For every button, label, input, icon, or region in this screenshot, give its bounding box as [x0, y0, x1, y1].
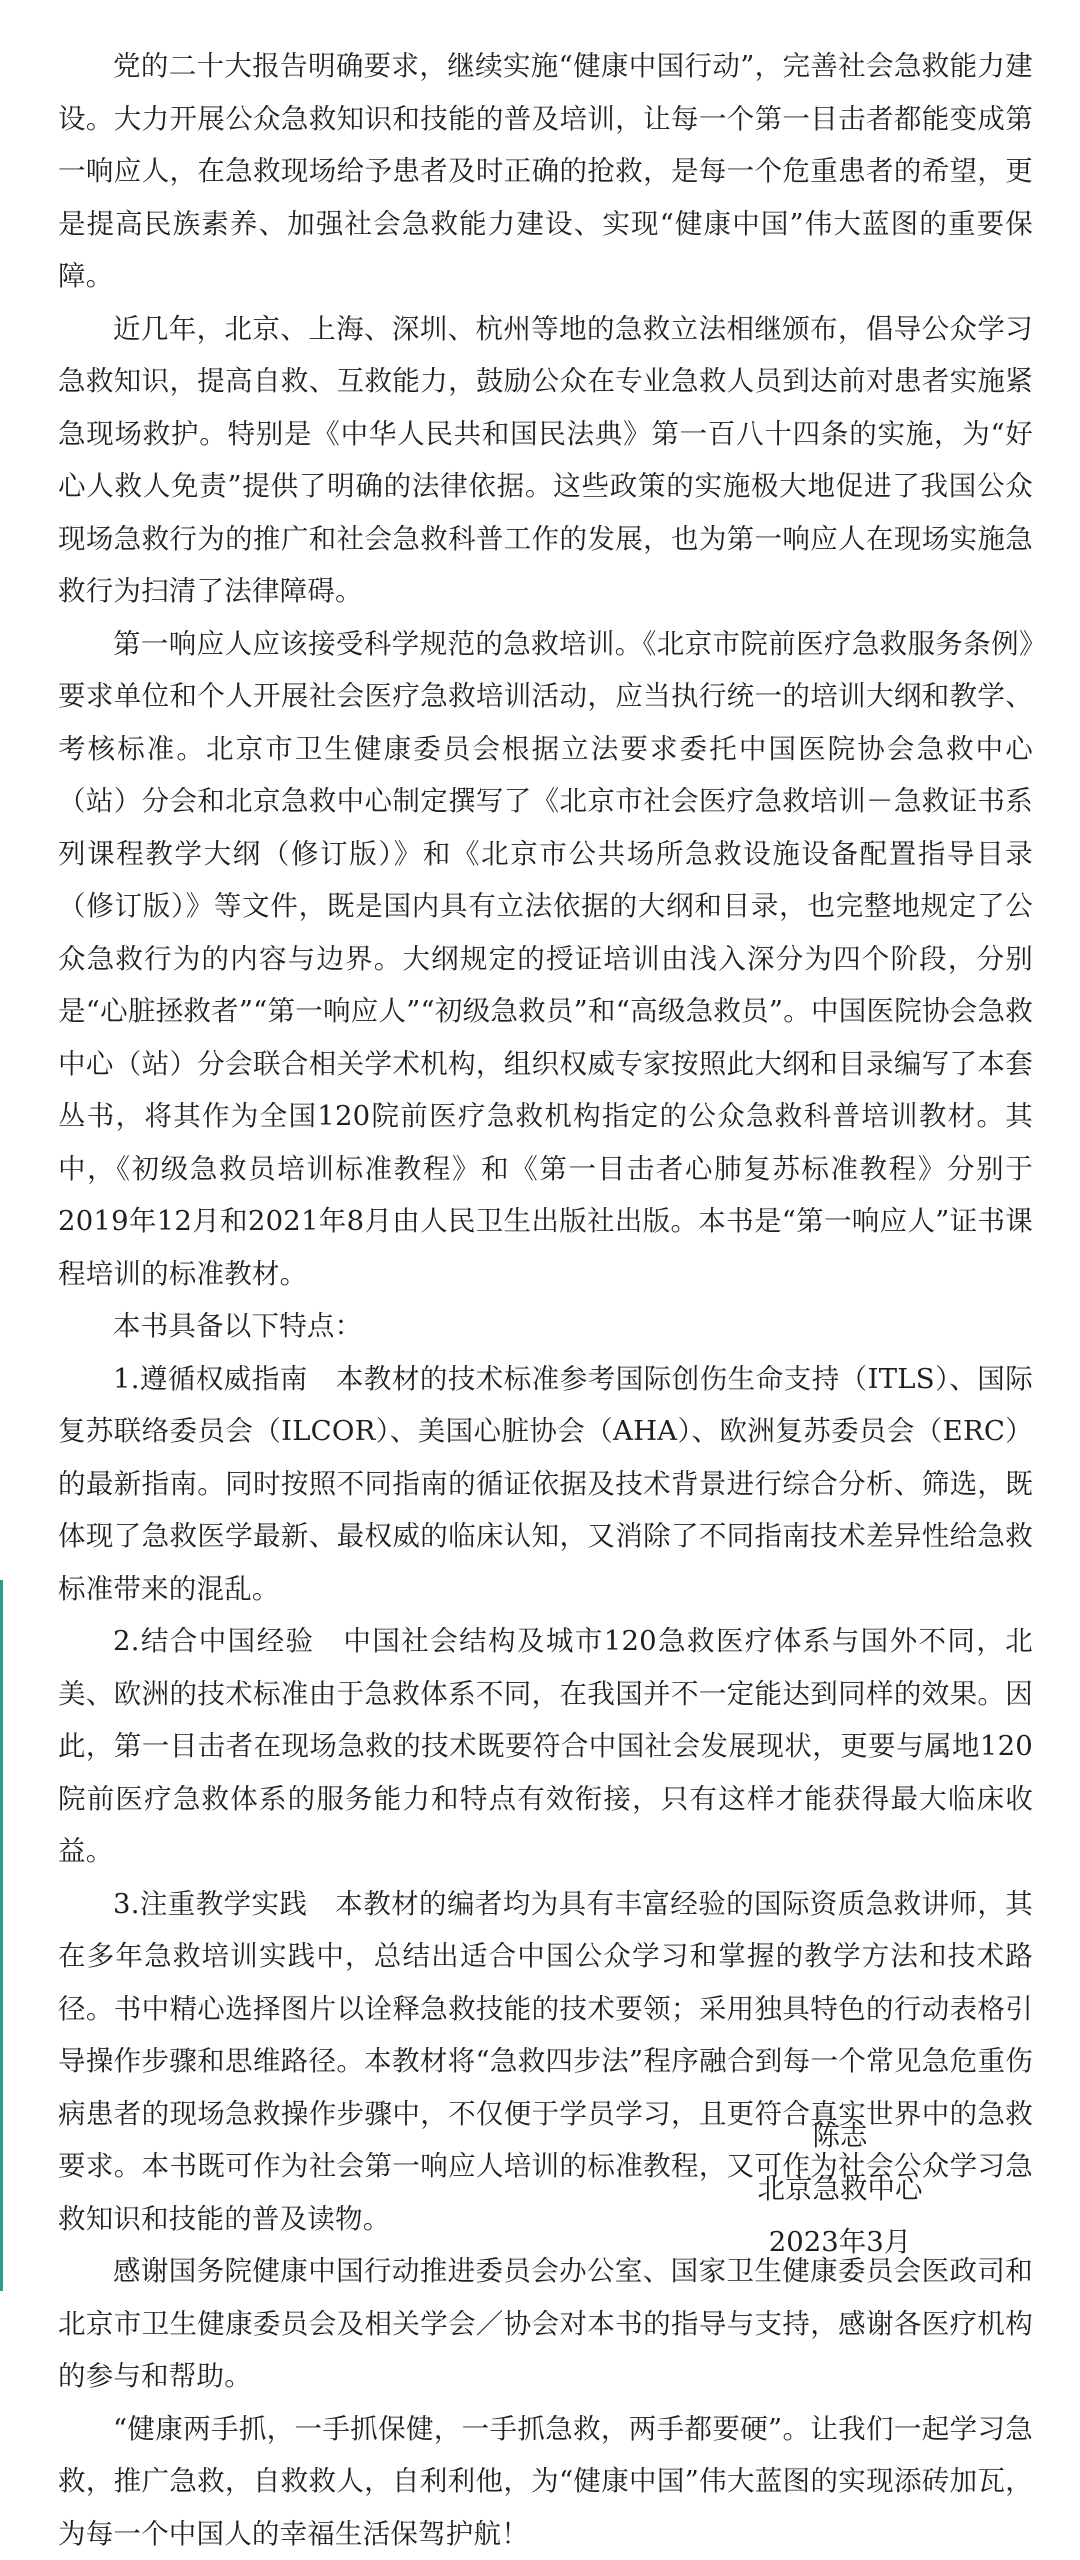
paragraph-feature-1: 1.遵循权威指南 本教材的技术标准参考国际创伤生命支持（ITLS）、国际复苏联络委员会（ILCOR）、美国心脏协会（AHA）、欧洲复苏委员会（ERC）的最新指南。同时按照不同指南的循证依据及技术背景进行综合分析、筛选，既体现了急救医学最新、最权威的临床认知，又消除了不同指南技术差异性给急救标准带来的混乱。 — [58, 1353, 1033, 1616]
paragraph-features-heading: 本书具备以下特点： — [58, 1300, 1033, 1353]
signature-date: 2023年3月 — [690, 2216, 990, 2269]
paragraph-feature-2: 2.结合中国经验 中国社会结构及城市120急救医疗体系与国外不同，北美、欧洲的技术标准由于急救体系不同，在我国并不一定能达到同样的效果。因此，第一目击者在现场急救的技术既要符合中国社会发展现状，更要与属地120院前医疗急救体系的服务能力和特点有效衔接，只有这样才能获得最大临床收益。 — [58, 1615, 1033, 1878]
signature-author: 陈志 — [690, 2110, 990, 2163]
signature-organization: 北京急救中心 — [690, 2163, 990, 2216]
paragraph-closing: “健康两手抓，一手抓保健，一手抓急救，两手都要硬”。让我们一起学习急救，推广急救，自救救人，自利利他，为“健康中国”伟大蓝图的实现添砖加瓦，为每一个中国人的幸福生活保驾护航！ — [58, 2403, 1033, 2560]
paragraph-intro: 党的二十大报告明确要求，继续实施“健康中国行动”，完善社会急救能力建设。大力开展公众急救知识和技能的普及培训，让每一个第一目击者都能变成第一响应人，在急救现场给予患者及时正确的抢救，是每一个危重患者的希望，更是提高民族素养、加强社会急救能力建设、实现“健康中国”伟大蓝图的重要保障。 — [58, 40, 1033, 303]
paragraph-feature-3: 3.注重教学实践 本教材的编者均为具有丰富经验的国际资质急救讲师，其在多年急救培训实践中，总结出适合中国公众学习和掌握的教学方法和技术路径。书中精心选择图片以诠释急救技能的技术要领；采用独具特色的行动表格引导操作步骤和思维路径。本教材将“急救四步法”程序融合到每一个常见急危重伤病患者的现场急救操作步骤中，不仅便于学员学习，且更符合真实世界中的急救要求。本书既可作为社会第一响应人培训的标准教程，又可作为社会公众学习急救知识和技能的普及读物。 — [58, 1878, 1033, 2246]
paragraph-legislation: 近几年，北京、上海、深圳、杭州等地的急救立法相继颁布，倡导公众学习急救知识，提高自救、互救能力，鼓励公众在专业急救人员到达前对患者实施紧急现场救护。特别是《中华人民共和国民法典》第一百八十四条的实施，为“好心人救人免责”提供了明确的法律依据。这些政策的实施极大地促进了我国公众现场急救行为的推广和社会急救科普工作的发展，也为第一响应人在现场实施急救行为扫清了法律障碍。 — [58, 303, 1033, 618]
paragraph-thanks: 感谢国务院健康中国行动推进委员会办公室、国家卫生健康委员会医政司和北京市卫生健康委员会及相关学会／协会对本书的指导与支持，感谢各医疗机构的参与和帮助。 — [58, 2245, 1033, 2403]
paragraph-training: 第一响应人应该接受科学规范的急救培训。《北京市院前医疗急救服务条例》要求单位和个人开展社会医疗急救培训活动，应当执行统一的培训大纲和教学、考核标准。北京市卫生健康委员会根据立法要求委托中国医院协会急救中心（站）分会和北京急救中心制定撰写了《北京市社会医疗急救培训－急救证书系列课程教学大纲（修订版）》和《北京市公共场所急救设施设备配置指导目录（修订版）》等文件，既是国内具有立法依据的大纲和目录，也完整地规定了公众急救行为的内容与边界。大纲规定的授证培训由浅入深分为四个阶段，分别是“心脏拯救者”“第一响应人”“初级急救员”和“高级急救员”。中国医院协会急救中心（站）分会联合相关学术机构，组织权威专家按照此大纲和目录编写了本套丛书，将其作为全国120院前医疗急救机构指定的公众急救科普培训教材。其中，《初级急救员培训标准教程》和《第一目击者心肺复苏标准教程》分别于2019年12月和2021年8月由人民卫生出版社出版。本书是“第一响应人”证书课程培训的标准教材。 — [58, 618, 1033, 1301]
page-edge-accent — [0, 1580, 3, 2291]
signature-block — [690, 2110, 990, 2269]
